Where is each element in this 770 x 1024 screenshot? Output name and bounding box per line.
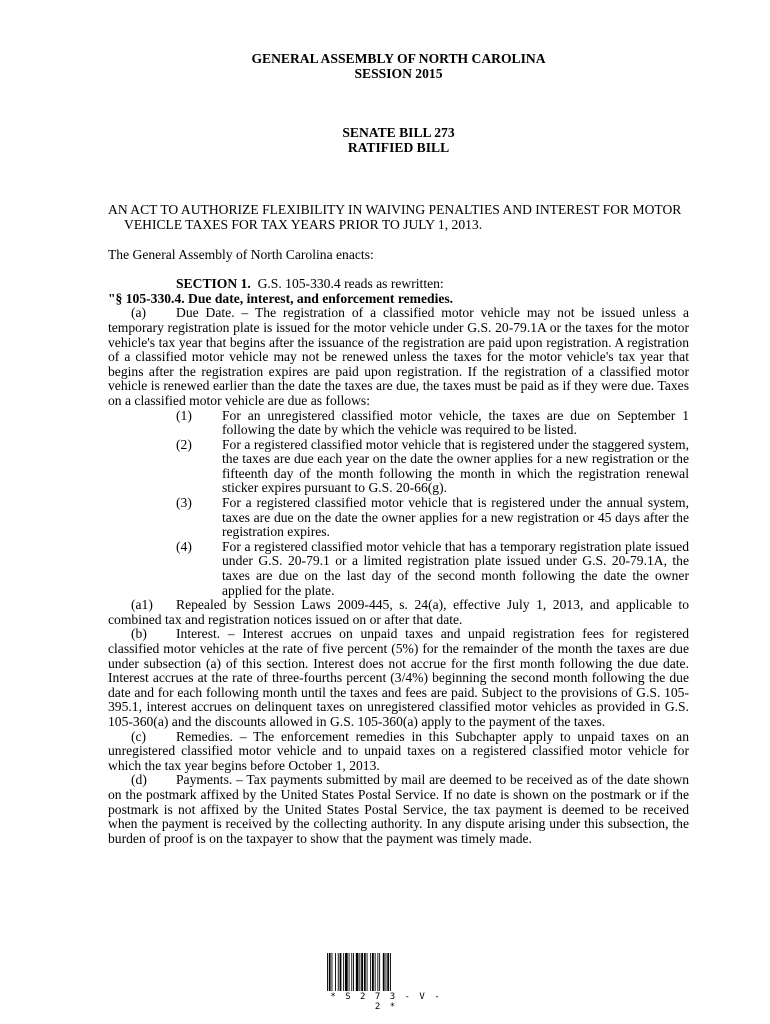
- subsection-a-text: Due Date. – The registration of a classified motor vehicle may not be issued unless a temporary registration plate is issued for the motor vehicle under G.S. 20-79.1A or the taxes for the motor vehicle's tax year that begins after the issuance of the registration are paid upon registration. A registration of a classified motor vehicle may not be renewed unless the taxes for the motor vehicle's tax year that begins after the registration expires are paid upon registration. If the registration of a classified motor vehicle is renewed earlier than the date the taxes are due, the taxes must be paid as if they were due. Taxes on a classified motor vehicle are due as follows:: [108, 305, 689, 408]
- barcode-bar: [329, 953, 331, 991]
- bill-number: SENATE BILL 273: [342, 125, 455, 141]
- list-item-text: For an unregistered classified motor vehicle, the taxes are due on September 1 following the date by which the vehicle was required to be listed.: [222, 407, 689, 438]
- barcode-bar: [383, 953, 385, 991]
- barcode-bar: [340, 953, 342, 991]
- list-item: [108, 496, 689, 540]
- section-1-heading: [108, 277, 689, 292]
- bill-heading-block: [108, 126, 689, 155]
- barcode-bar: [375, 953, 376, 991]
- barcode-bar: [345, 953, 348, 991]
- list-item: [108, 438, 689, 496]
- list-item-number: (2): [176, 436, 192, 452]
- subsection-a1: [108, 598, 689, 627]
- subsection-b: [108, 627, 689, 729]
- subsection-a1-text: Repealed by Session Laws 2009-445, s. 24(a), effective July 1, 2013, and applicable to combined tax and registration notices issued on or after that date.: [108, 597, 689, 627]
- barcode-bar: [377, 953, 378, 991]
- subsection-a-tag: (a): [131, 305, 147, 321]
- session-heading: SESSION 2015: [354, 65, 443, 81]
- barcode-bar: [327, 953, 328, 991]
- barcode-bar: [379, 953, 380, 991]
- subsection-d: [108, 773, 689, 846]
- list-item-number: (4): [176, 538, 192, 554]
- assembly-heading: GENERAL ASSEMBLY OF NORTH CAROLINA: [251, 51, 546, 66]
- subsection-c-text: Remedies. – The enforcement remedies in this Subchapter apply to unpaid taxes on an unregistered classified motor vehicle and to unpaid taxes on a registered classified motor vehicle for which the tax year begins before October 1, 2013.: [108, 728, 689, 773]
- section-1-text: G.S. 105-330.4 reads as rewritten:: [257, 276, 444, 292]
- bill-status: RATIFIED BILL: [347, 139, 450, 155]
- barcode-bar: [343, 953, 344, 991]
- subsection-b-text: Interest. – Interest accrues on unpaid taxes and unpaid registration fees for registered classified motor vehicles at the rate of five percent (5%) for the remainder of the month the taxes are due under subsection (a) of this section. Interest does not accrue for the first month following the due date. Interest accrues at the rate of three-fourths percent (3/4%) beginning the second month following the due date and for each following month until the taxes and fees are paid. Subject to the provisions of G.S. 105-395.1, interest accrues on delinquent taxes on unregistered classified motor vehicles as provided in G.S. 105-360(a) and the discounts allowed in G.S. 105-360(a) apply to the payment of the taxes.: [108, 626, 689, 729]
- act-title: AN ACT TO AUTHORIZE FLEXIBILITY IN WAIVING PENALTIES AND INTEREST FOR MOTOR VEHICLE TAXES FOR TAX YEARS PRIOR TO JULY 1, 2013.: [108, 202, 682, 232]
- enacting-clause: The General Assembly of North Carolina enacts:: [108, 246, 374, 262]
- barcode-bar: [353, 953, 354, 991]
- barcode-bar: [359, 953, 360, 991]
- subsection-d-tag: (d): [131, 772, 147, 788]
- list-item-text: For a registered classified motor vehicle that is registered under the annual system, taxes are due on the date the owner applies for a new registration or 45 days after the registration expires.: [222, 495, 689, 540]
- list-item-number: (1): [176, 407, 192, 423]
- list-item-number: (3): [176, 495, 192, 511]
- document-page: [108, 52, 689, 846]
- subsection-c: [108, 730, 689, 774]
- barcode-bar: [349, 953, 350, 991]
- barcode-bar: [367, 953, 368, 991]
- barcode-bar: [361, 953, 363, 991]
- barcode-bar: [372, 953, 374, 991]
- barcode-bar: [356, 953, 359, 991]
- barcode-graphic: [326, 953, 446, 991]
- list-item: [108, 540, 689, 598]
- list-item-text: For a registered classified motor vehicle that is registered under the staggered system, the taxes are due each year on the date the owner applies for a new registration or the fifteenth day of the month following the month in which the registration renewal sticker expires pursuant to G.S. 20-66(g).: [222, 436, 689, 496]
- section-1-label: SECTION 1.: [176, 276, 251, 292]
- list-item: [108, 409, 689, 438]
- subsection-a: [108, 306, 689, 408]
- barcode-bar: [335, 953, 336, 991]
- barcode-bar: [338, 953, 339, 991]
- list-item-text: For a registered classified motor vehicle that has a temporary registration plate issued under G.S. 20-79.1 or a limited registration plate issued under G.S. 20-79.1A, the taxes are due on the last day of the second month following the date the owner applied for the plate.: [222, 538, 689, 598]
- barcode-bar: [370, 953, 371, 991]
- subsection-b-tag: (b): [131, 626, 147, 642]
- barcode-bar: [390, 953, 391, 991]
- subsection-c-tag: (c): [131, 728, 147, 744]
- barcode-bar: [332, 953, 333, 991]
- barcode-bar: [386, 953, 387, 991]
- barcode-bar: [364, 953, 366, 991]
- subsection-a1-tag: (a1): [131, 597, 153, 613]
- barcode-caption: * S 2 7 3 - V - 2 *: [330, 992, 442, 1012]
- document-barcode: [326, 953, 446, 1012]
- barcode-bar: [387, 953, 389, 991]
- barcode-bar: [351, 953, 352, 991]
- subsection-d-text: Payments. – Tax payments submitted by mail are deemed to be received as of the date shown on the postmark affixed by the United States Postal Service. If no date is shown on the postmark or if the postmark is not affixed by the United States Postal Service, the tax payment is deemed to be received when the payment is received by the collecting authority. In any dispute arising under this subsection, the burden of proof is on the taxpayer to show that the payment was timely made.: [108, 772, 689, 846]
- statute-heading: "§ 105-330.4. Due date, interest, and enforcement remedies.: [108, 290, 454, 306]
